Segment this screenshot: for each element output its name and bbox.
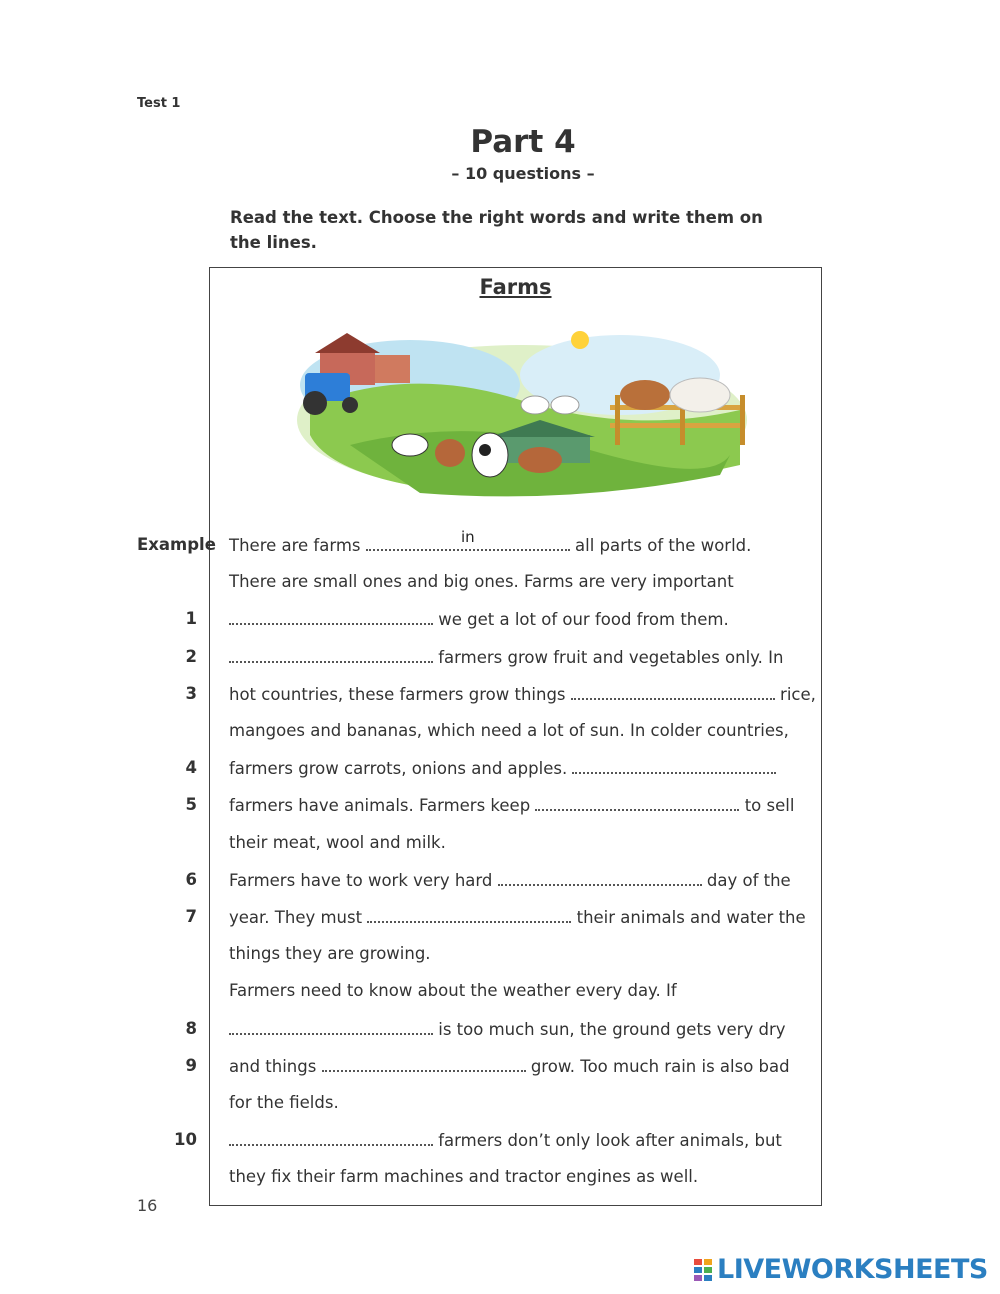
line-text-before: farmers have animals. Farmers keep xyxy=(229,796,531,815)
brand-grid-icon xyxy=(693,1258,713,1282)
answer-text: in xyxy=(460,528,475,546)
answer-blank[interactable] xyxy=(572,758,776,774)
text-line xyxy=(229,907,806,928)
answer-blank[interactable] xyxy=(571,684,775,700)
line-text-before: they fix their farm machines and tractor engines as well. xyxy=(229,1167,699,1186)
line-text-after: to sell xyxy=(744,796,795,815)
line-text-after: rice, xyxy=(780,685,816,704)
line-number: 4 xyxy=(185,758,197,777)
line-text-before: Farmers need to know about the weather every day. If xyxy=(229,981,677,1000)
line-number: 5 xyxy=(185,795,197,814)
text-line xyxy=(229,758,776,779)
brand-logo[interactable] xyxy=(693,1254,988,1285)
answer-blank[interactable] xyxy=(498,870,702,886)
text-line xyxy=(229,870,791,891)
answer-blank[interactable] xyxy=(229,647,433,663)
text-line xyxy=(229,1019,786,1040)
text-line xyxy=(229,1093,339,1113)
line-text-before: hot countries, these farmers grow things xyxy=(229,685,566,704)
text-line xyxy=(229,981,677,1001)
line-number: 6 xyxy=(185,870,197,889)
line-number: 2 xyxy=(185,647,197,666)
text-line xyxy=(229,721,789,741)
farm-illustration xyxy=(290,315,755,500)
line-number: 10 xyxy=(174,1130,197,1149)
line-text-after: grow. Too much rain is also bad xyxy=(530,1057,790,1076)
page-number: 16 xyxy=(137,1196,158,1215)
line-text-after: is too much sun, the ground gets very dry xyxy=(438,1020,786,1039)
line-text-before: and things xyxy=(229,1057,317,1076)
line-text-before: Farmers have to work very hard xyxy=(229,871,493,890)
line-text-after: we get a lot of our food from them. xyxy=(438,610,729,629)
line-number: 1 xyxy=(185,609,197,628)
answer-blank[interactable] xyxy=(322,1056,526,1072)
line-text-after: farmers grow fruit and vegetables only. In xyxy=(438,648,784,667)
line-text-after: day of the xyxy=(706,871,791,890)
text-line xyxy=(229,833,446,853)
answer-blank[interactable] xyxy=(535,795,739,811)
line-number: 8 xyxy=(185,1019,197,1038)
answer-blank[interactable] xyxy=(366,528,570,551)
line-text-before: their meat, wool and milk. xyxy=(229,833,446,852)
line-text-before: mangoes and bananas, which need a lot of sun. In colder countries, xyxy=(229,721,789,740)
box-title: Farms xyxy=(479,275,552,299)
text-line xyxy=(229,684,816,705)
brand-text: LIVEWORKSHEETS xyxy=(717,1254,988,1285)
answer-blank[interactable] xyxy=(367,907,571,923)
line-number: 9 xyxy=(185,1056,197,1075)
text-line xyxy=(229,1056,790,1077)
answer-blank[interactable] xyxy=(229,1130,433,1146)
line-text-before: There are farms xyxy=(229,536,361,555)
text-line xyxy=(229,1167,698,1187)
text-line xyxy=(229,647,783,668)
line-text-before: for the fields. xyxy=(229,1093,339,1112)
line-text-before: year. They must xyxy=(229,908,363,927)
line-text-before: farmers grow carrots, onions and apples. xyxy=(229,759,568,778)
line-number: 3 xyxy=(185,684,197,703)
line-text-before: There are small ones and big ones. Farms are very important xyxy=(229,572,734,591)
answer-blank[interactable] xyxy=(229,1019,433,1035)
line-number: Example xyxy=(137,535,216,554)
part-title: Part 4 xyxy=(470,124,576,160)
text-line xyxy=(229,528,752,556)
text-line xyxy=(229,944,431,964)
line-text-before: things they are growing. xyxy=(229,944,431,963)
test-label: Test 1 xyxy=(137,96,181,111)
line-number: 7 xyxy=(185,907,197,926)
answer-blank[interactable] xyxy=(229,609,433,625)
text-line xyxy=(229,609,729,630)
line-text-after: their animals and water the xyxy=(576,908,806,927)
text-line xyxy=(229,1130,782,1151)
text-line xyxy=(229,795,794,816)
text-line xyxy=(229,572,734,592)
line-text-after: all parts of the world. xyxy=(575,536,752,555)
line-text-after: farmers don’t only look after animals, but xyxy=(438,1131,782,1150)
instructions: Read the text. Choose the right words and write them on the lines. xyxy=(230,208,763,252)
part-subtitle: – 10 questions – xyxy=(451,164,595,183)
